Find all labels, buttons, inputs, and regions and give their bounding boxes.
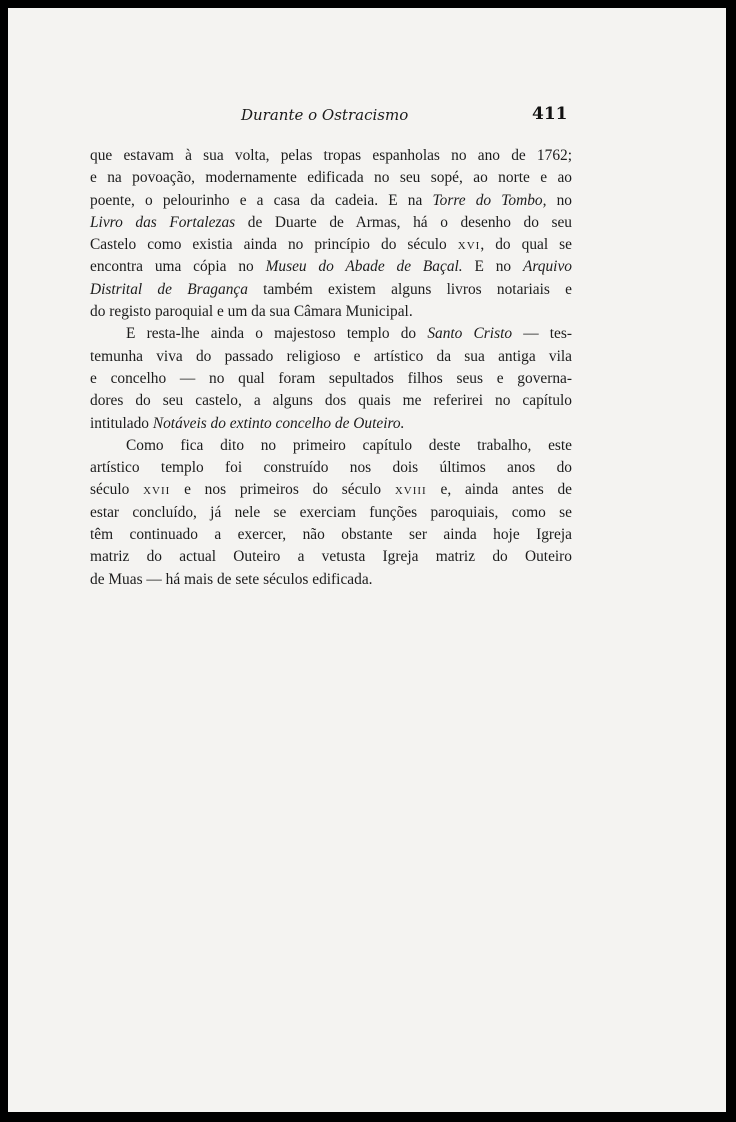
text-line <box>90 256 572 278</box>
text-line <box>90 390 572 412</box>
text-line <box>90 167 572 189</box>
text-line <box>90 368 572 390</box>
text-line <box>90 301 572 323</box>
italic-text: Distrital de Bragança <box>90 280 248 298</box>
body-text <box>90 145 572 591</box>
text-segment: de Duarte de Armas, há o desenho do seu <box>235 213 572 231</box>
text-segment: também existem alguns livros notariais e <box>247 280 572 298</box>
text-segment: Castelo como existia ainda no princípio do século <box>90 236 458 254</box>
book-page <box>8 8 726 1112</box>
text-segment: e na povoação, modernamente edificada no seu sopé, ao norte e ao <box>90 169 572 187</box>
text-line <box>90 346 572 368</box>
text-segment: temunha viva do passado religioso e artístico da sua antiga vila <box>90 347 572 365</box>
small-caps-text: xvii <box>143 481 171 499</box>
text-segment: matriz do actual Outeiro a vetusta Igreja matriz do Outeiro <box>90 548 572 566</box>
text-segment: E no <box>462 258 523 276</box>
text-segment: do registo paroquial e um da sua Câmara Municipal. <box>90 303 413 321</box>
text-line <box>90 190 572 212</box>
text-segment: de Muas — há mais de sete séculos edificada. <box>90 570 373 588</box>
text-segment: artístico templo foi construído nos dois últimos anos do <box>90 459 572 477</box>
text-segment: Como fica dito no primeiro capítulo deste trabalho, este <box>126 436 572 454</box>
small-caps-text: xviii <box>394 481 427 499</box>
text-segment: e concelho — no qual foram sepultados filhos seus e governa- <box>90 369 572 387</box>
running-title: Durante o Ostracismo <box>241 106 409 124</box>
italic-text: Arquivo <box>522 258 572 276</box>
paragraph <box>90 145 572 323</box>
italic-text: Livro das Fortalezas <box>90 213 236 231</box>
text-line <box>90 569 572 591</box>
text-segment: têm continuado a exercer, não obstante ser ainda hoje Igreja <box>90 526 572 544</box>
italic-text: Santo Cristo <box>427 325 513 343</box>
page-number: 411 <box>532 104 568 124</box>
text-segment: encontra uma cópia no <box>90 258 266 276</box>
text-segment: e nos primeiros do século <box>170 481 395 499</box>
text-line <box>90 279 572 301</box>
text-segment: no <box>546 191 572 209</box>
text-line <box>90 479 572 501</box>
italic-text: Museu do Abade de Baçal. <box>265 258 463 276</box>
paragraph <box>90 435 572 591</box>
italic-text: Notáveis do extinto concelho de Outeiro. <box>152 414 405 432</box>
text-segment: que estavam à sua volta, pelas tropas espanholas no ano de 1762; <box>90 147 572 164</box>
text-line <box>90 234 572 256</box>
text-line <box>90 546 572 568</box>
italic-text: Torre do Tombo, <box>432 191 547 209</box>
text-line <box>90 145 572 167</box>
text-segment: E resta-lhe ainda o majestoso templo do <box>126 325 428 343</box>
text-segment: século <box>90 481 144 499</box>
text-segment: poente, o pelourinho e a casa da cadeia. E na <box>90 191 433 209</box>
text-line <box>90 212 572 234</box>
text-line <box>90 413 572 435</box>
paragraph <box>90 323 572 434</box>
text-segment: intitulado <box>90 414 153 432</box>
text-line <box>90 435 572 457</box>
text-segment: dores do seu castelo, a alguns dos quais me referirei no capítulo <box>90 392 572 410</box>
text-segment: — tes- <box>512 325 573 343</box>
small-caps-text: xvi <box>457 236 481 254</box>
text-line <box>90 524 572 546</box>
text-line <box>90 457 572 479</box>
text-line <box>90 502 572 524</box>
page-header <box>8 106 726 130</box>
text-line <box>90 323 572 345</box>
text-segment: , do qual se <box>480 236 572 254</box>
text-segment: e, ainda antes de <box>426 481 572 499</box>
text-segment: estar concluído, já nele se exerciam funções paroquiais, como se <box>90 503 572 521</box>
